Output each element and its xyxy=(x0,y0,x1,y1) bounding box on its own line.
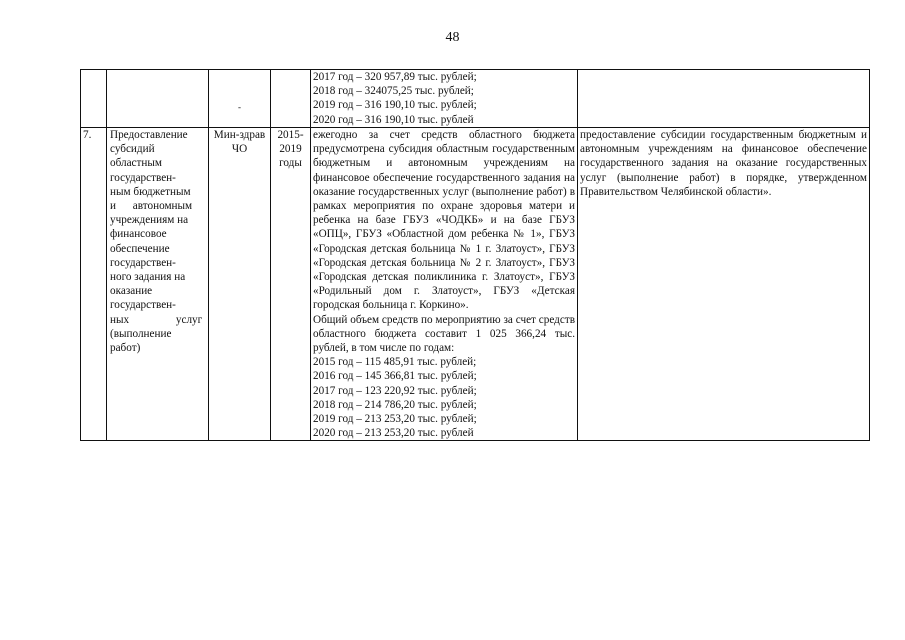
cell-name xyxy=(107,70,209,128)
name-line: Предоставление xyxy=(110,129,188,141)
cell-amounts xyxy=(311,70,578,128)
amount-line: 2019 год – 316 190,10 тыс. рублей; xyxy=(313,99,477,112)
name-line: ного задания на xyxy=(110,271,186,284)
period: 2015-2019 годы xyxy=(271,128,311,441)
page-number: 48 xyxy=(445,30,460,45)
name-line: ным бюджетным xyxy=(110,185,191,198)
result-cell xyxy=(578,128,870,441)
amount-line: 2018 год – 324075,25 тыс. рублей; xyxy=(313,85,474,98)
name-line: оказание xyxy=(110,285,153,298)
name-line: и автономным xyxy=(110,200,193,213)
description-cell xyxy=(311,128,578,441)
name-line: (выполнение xyxy=(110,327,172,340)
amount-line: 2020 год – 316 190,10 тыс. рублей xyxy=(313,113,474,126)
amount-line: 2020 год – 213 253,20 тыс. рублей xyxy=(313,427,474,440)
cell-number xyxy=(81,70,107,128)
amount-line: 2017 год – 320 957,89 тыс. рублей; xyxy=(313,71,477,83)
name-line: субсидий xyxy=(110,143,155,156)
row-number: 7. xyxy=(81,128,107,441)
description-text: ежегодно за счет средств областного бюджета предусмотрена субсидия областным государственным бюджетным и автономным учреждениям на финансовое обеспечение государственного задания на оказание государственных услуг (выполнение работ) в рамках мероприятия по охране здоровья матери и ребенка на базе ГБУЗ «ЧОДКБ» и на базе ГБУЗ «ОПЦ», ГБУЗ «Областной дом ребенка № 1», ГБУЗ «Городская детская больница № 1 г. Златоуст», ГБУЗ «Городская детская больница № 2 г. Златоуст», ГБУЗ «Городская детская поликлиника г. Златоуст», ГБУЗ «Родильный дом г. Златоуст», ГБУЗ «Детская городская больница г. Коркино». xyxy=(313,129,575,312)
result-text: предоставление субсидии государственным бюджетным и автономным учреждениям на финансовое обеспечение государственного задания на оказание государственных услуг (выполнение работ) в порядке, утвержденном Правительством Челябинской области». xyxy=(580,129,867,198)
executor: Мин-здрав ЧО xyxy=(209,128,271,441)
amount-line: 2015 год – 115 485,91 тыс. рублей; xyxy=(313,356,477,369)
name-line: государствен- xyxy=(110,299,176,312)
program-table xyxy=(80,69,870,441)
name-line: финансовое xyxy=(110,228,167,241)
name-line: работ) xyxy=(110,342,141,355)
amount-line: 2019 год – 213 253,20 тыс. рублей; xyxy=(313,413,477,426)
name-line: учреждениям на xyxy=(110,214,189,227)
total-text: Общий объем средств по мероприятию за счет средств областного бюджета составит 1 025 366,24 тыс. рублей, в том числе по годам: xyxy=(313,313,575,355)
name-line: государствен- xyxy=(110,171,176,184)
amount-line: 2016 год – 145 366,81 тыс. рублей; xyxy=(313,370,477,383)
stray-mark: - xyxy=(238,102,241,112)
cell-period xyxy=(271,70,311,128)
amount-line: 2018 год – 214 786,20 тыс. рублей; xyxy=(313,398,477,411)
name-line: государствен- xyxy=(110,256,176,269)
name-line: областным xyxy=(110,157,162,170)
measure-name xyxy=(107,128,209,441)
row-7 xyxy=(81,128,870,441)
amount-line: 2017 год – 123 220,92 тыс. рублей; xyxy=(313,384,477,397)
cell-result xyxy=(578,70,870,128)
name-line: ных услуг xyxy=(110,313,203,326)
cell-executor xyxy=(209,70,271,128)
name-line: обеспечение xyxy=(110,242,170,255)
continued-row xyxy=(81,70,870,128)
